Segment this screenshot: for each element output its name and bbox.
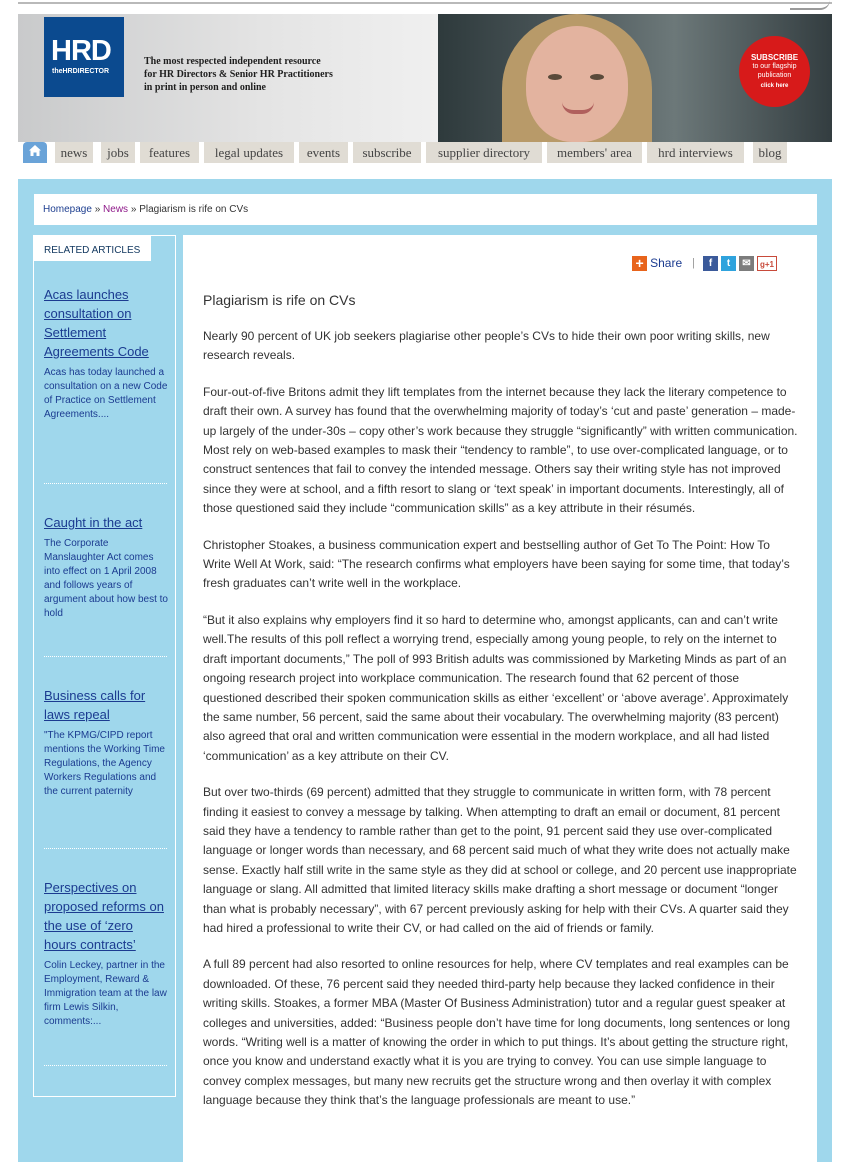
logo-subtext: theHRDIRECTOR xyxy=(52,68,110,75)
breadcrumb-separator: » xyxy=(128,204,140,215)
article-paragraph: But over two-thirds (69 percent) admitted that they struggle to communicate in written form, with 78 percent finding it easiest to convey a message by talking. When attempting to draft an email or document, 81 percent said they have a tendency to ramble rather than get to the point, 91 percent said they use over-complicated language or longer words than necessary, and 68 percent said much of what they write does not actually make sense. Exactly half still write in the same style as they did at school or college, and 20 percent use inappropriate language or slang. All admitted that limited literacy skills make drafting a short message or document “longer than what is probably necessary”, with 67 percent previously asking for help with their CVs. A quarter said they had hired a professional to write their CV, or had called on the aid of friends or family. xyxy=(203,785,797,935)
article-paragraph: Christopher Stoakes, a business communication expert and bestselling author of Get To The Point: How To Write Well At Work, said: “The research confirms what employers have been saying for some time, that today’s fresh graduates can’t write well in the workplace. xyxy=(203,537,790,591)
related-article-title-link[interactable]: Caught in the act xyxy=(44,515,143,530)
article-paragraph: Four-out-of-five Britons admit they lift templates from the internet because they lack the literary competence to draft their own. A survey has found that the overwhelming majority of today’s ‘cut and paste’ generation – made-up largely of the under-30s – copy other’s work because they struggle “significantly” with written communication. Most rely on web-based examples to mask their “tendency to ramble”, to use over-complicated language, or to construct sentences that fail to convey the intended message. Others say their writing style has not improved since they were at school, and a fifth resort to slang or ‘text speak’ in important documents. Interestingly, all of those questioned said they include “communication skills” as a key attribute in their résumés. xyxy=(203,384,798,516)
portrait-face xyxy=(526,26,628,142)
sidebar-divider xyxy=(44,1065,167,1066)
share-plus-icon[interactable]: + xyxy=(632,256,647,271)
nav-events[interactable]: events xyxy=(299,142,348,163)
nav-subscribe[interactable]: subscribe xyxy=(353,142,421,163)
subscribe-badge-line2: to our flagship xyxy=(752,63,797,70)
related-article-excerpt: The Corporate Manslaughter Act comes into effect on 1 April 2008 and follows years of argument about how best to hold xyxy=(44,538,168,619)
subscribe-badge-line3: publication xyxy=(757,72,792,79)
nav-home-button[interactable] xyxy=(23,142,47,163)
article-paragraph: A full 89 percent had also resorted to online resources for help, where CV templates and real examples can be downloaded. Of these, 76 percent said they needed third-party help because they lacked confidence in their writing skills. Stoakes, a former MBA (Master Of Business Administration) tutor and a regular guest speaker at colleges and universities, added: “Business people don’t have time for long documents, long sentences or long words. “Writing well is a matter of knowing the order in which to put things. It’s about getting the structure right, once you know and understand exactly what it is you are trying to convey. You can use simple language to convey complex messages, but many new recruits get the structure wrong and then overlay it with complex language because they think that’s the language professionals are meant to use.” xyxy=(203,957,791,1108)
tagline-line-3: in print in person and online xyxy=(144,82,266,93)
subscribe-badge[interactable] xyxy=(739,36,810,107)
breadcrumb-homepage-link[interactable]: Homepage xyxy=(43,204,92,215)
google-plus-icon[interactable]: g+1 xyxy=(757,256,777,271)
breadcrumb-separator: » xyxy=(91,204,104,215)
nav-features[interactable]: features xyxy=(140,142,199,163)
page-curl-decoration xyxy=(790,0,830,10)
main-content-area xyxy=(18,179,832,1162)
article-paragraph: “But it also explains why employers find it so hard to determine who, amongst applicants, can and can’t write well.The results of this poll reflect a worrying trend, especially among young people, to rely on the internet to draft important documents,” The poll of 993 British adults was commissioned by Marketing Minds as part of an ongoing research project into workplace communication. The research found that 62 percent of those questioned described their spoken communication skills as either ‘excellent’ or ‘above average’. Approximately the same number, 56 percent, said the same about their vocabulary. The overwhelming majority (83 percent) also agreed that oral and written communication were essential in the modern workplace, and all had listed ‘communication’ as a key attribute on their CV. xyxy=(203,612,789,763)
related-article xyxy=(44,513,168,621)
subscribe-badge-cta: click here xyxy=(760,83,789,89)
related-article-title-link[interactable]: Business calls for laws repeal xyxy=(44,688,146,722)
breadcrumb-current: Plagiarism is rife on CVs xyxy=(139,204,249,215)
related-articles-heading: RELATED ARTICLES xyxy=(34,236,151,261)
sidebar-divider xyxy=(44,848,167,849)
logo-text: HRD xyxy=(51,35,111,67)
related-article-excerpt: "The KPMG/CIPD report mentions the Working Time Regulations, the Agency Workers Regulations and the current paternity xyxy=(44,730,165,797)
share-link[interactable]: Share xyxy=(650,256,683,270)
article-body xyxy=(203,327,799,1128)
twitter-icon[interactable]: t xyxy=(721,256,736,271)
nav-supplier-directory[interactable]: supplier directory xyxy=(426,142,542,163)
article-panel xyxy=(183,235,817,1162)
subscribe-badge-title: SUBSCRIBE xyxy=(750,53,799,62)
related-article xyxy=(44,686,168,799)
tagline-line-1: The most respected independent resource xyxy=(144,56,321,67)
nav-legal-updates[interactable]: legal updates xyxy=(204,142,294,163)
share-divider: | xyxy=(692,257,695,269)
nav-hrd-interviews[interactable]: hrd interviews xyxy=(647,142,744,163)
breadcrumb xyxy=(34,194,817,225)
related-article-title-link[interactable]: Perspectives on proposed reforms on the use of ‘zero hours contracts’ xyxy=(44,880,164,952)
top-divider-line xyxy=(18,2,832,4)
related-article-title-link[interactable]: Acas launches consultation on Settlement Agreements Code xyxy=(44,287,149,359)
nav-news[interactable]: news xyxy=(55,142,93,163)
header-tagline xyxy=(144,55,333,94)
sidebar-divider xyxy=(44,483,167,484)
share-bar xyxy=(632,255,780,271)
nav-members-area[interactable]: members' area xyxy=(547,142,642,163)
nav-blog[interactable]: blog xyxy=(753,142,787,163)
site-header xyxy=(18,14,832,142)
home-icon xyxy=(28,144,42,162)
nav-jobs[interactable]: jobs xyxy=(101,142,135,163)
breadcrumb-news-link[interactable]: News xyxy=(103,204,129,215)
article-paragraph: Nearly 90 percent of UK job seekers plagiarise other people’s CVs to hide their own poor writing skills, new research reveals. xyxy=(203,329,770,363)
hrd-logo[interactable] xyxy=(44,17,124,97)
portrait-left-eye xyxy=(548,74,562,80)
related-article-excerpt: Acas has today launched a consultation on a new Code of Practice on Settlement Agreements.... xyxy=(44,367,168,420)
related-article-excerpt: Colin Leckey, partner in the Employment, Reward & Immigration team at the law firm Lewis Silkin, comments:... xyxy=(44,960,167,1027)
sidebar-divider xyxy=(44,656,167,657)
portrait-right-eye xyxy=(590,74,604,80)
related-article xyxy=(44,285,168,422)
related-articles-sidebar xyxy=(33,235,176,1097)
article-title: Plagiarism is rife on CVs xyxy=(203,292,356,308)
tagline-line-2: for HR Directors & Senior HR Practitioners xyxy=(144,69,333,80)
related-article xyxy=(44,878,168,1029)
email-icon[interactable]: ✉ xyxy=(739,256,754,271)
facebook-icon[interactable]: f xyxy=(703,256,718,271)
main-nav xyxy=(18,142,832,163)
